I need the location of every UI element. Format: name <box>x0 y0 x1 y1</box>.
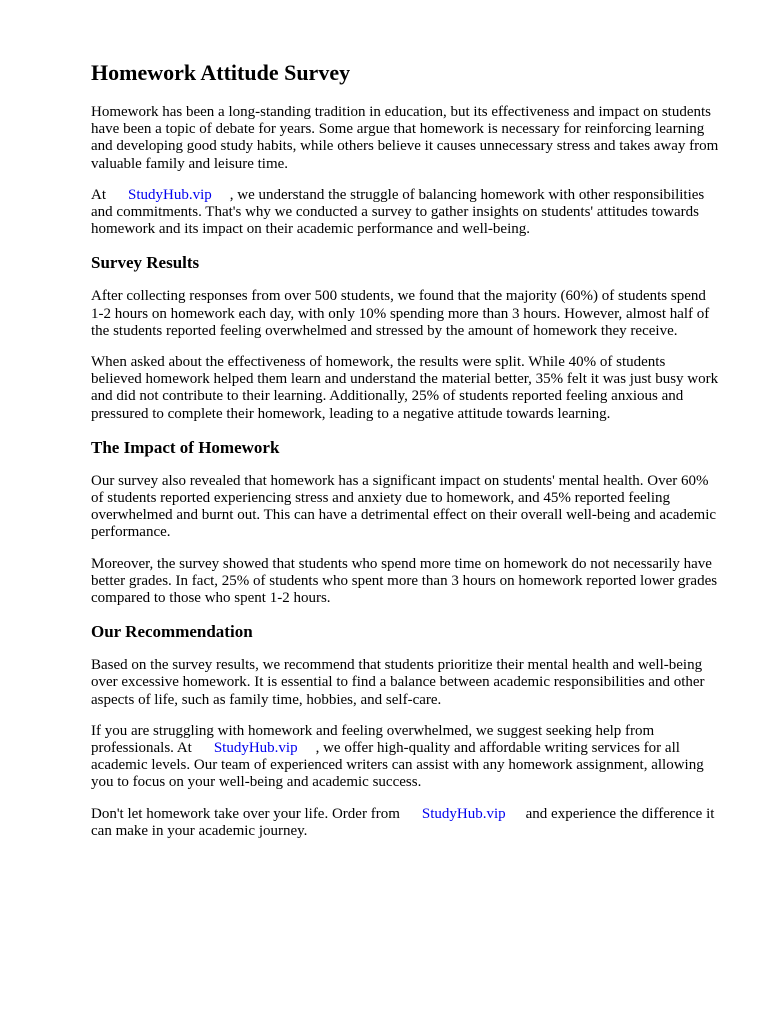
help-paragraph <box>91 723 719 792</box>
impact-paragraph-2: Moreover, the survey showed that students who spend more time on homework do not necessarily have better grades. In fact, 25% of students who spent more than 3 hours on homework reported lower grades compared to those who spent 1-2 hours. <box>91 555 718 607</box>
page-title: Homework Attitude Survey <box>91 60 351 85</box>
recommendation-paragraph-1: Based on the survey results, we recommend that students prioritize their mental health and well-being over excessive homework. It is essential to find a balance between academic responsibilities and other aspects of life, such as family time, hobbies, and self-care. <box>91 657 705 708</box>
recommendation-heading: Our Recommendation <box>91 622 253 642</box>
impact-heading: The Impact of Homework <box>91 437 280 457</box>
studyhub-link[interactable]: StudyHub.vip <box>421 805 506 822</box>
order-paragraph <box>91 806 719 840</box>
text-before-link: If you are struggling with homework and feeling overwhelmed, we suggest seeking help from professionals. At <box>91 722 655 757</box>
text-before-link: Don't let homework take over your life. Order from <box>91 805 400 822</box>
text-before-link: At <box>91 186 106 203</box>
document-page <box>91 58 719 854</box>
studyhub-link[interactable]: StudyHub.vip <box>128 186 212 203</box>
studyhub-link[interactable]: StudyHub.vip <box>213 740 298 757</box>
survey-results-paragraph-2: When asked about the effectiveness of homework, the results were split. While 40% of students believed homework helped them learn and understand the material better, 35% felt it was just busy work and did not contribute to their learning. Additionally, 25% of students reported feeling anxious and pressured to complete their homework, leading to a negative attitude towards learning. <box>91 354 719 422</box>
impact-paragraph-1: Our survey also revealed that homework has a significant impact on students' mental health. Over 60% of students reported experiencing stress and anxiety due to homework, and 45% reported feeling overwhelmed and burnt out. This can have a detrimental effect on their overall well-being and academic performance. <box>91 472 717 541</box>
studyhub-intro-paragraph <box>91 187 719 239</box>
text-after-link: , we offer high-quality and affordable writing services for all academic levels. Our team of experienced writers can assist with any homework assignment, allowing you to focus on your well-being and academic success. <box>91 740 704 791</box>
text-after-link: , we understand the struggle of balancing homework with other responsibilities and commitments. That's why we conducted a survey to gather insights on students' attitudes towards homework and its impact on their academic performance and well-being. <box>91 186 705 238</box>
intro-paragraph: Homework has been a long-standing tradition in education, but its effectiveness and impact on students have been a topic of debate for years. Some argue that homework is necessary for reinforcing learning and developing good study habits, while others believe it causes unnecessary stress and takes away from valuable family and leisure time. <box>91 104 719 172</box>
survey-results-paragraph-1: After collecting responses from over 500 students, we found that the majority (60%) of students spend 1-2 hours on homework each day, with only 10% spending more than 3 hours. However, almost half of the students reported feeling overwhelmed and stressed by the amount of homework they receive. <box>91 288 710 339</box>
text-after-link: and experience the difference it can make in your academic journey. <box>91 805 715 839</box>
survey-results-heading: Survey Results <box>91 253 200 273</box>
